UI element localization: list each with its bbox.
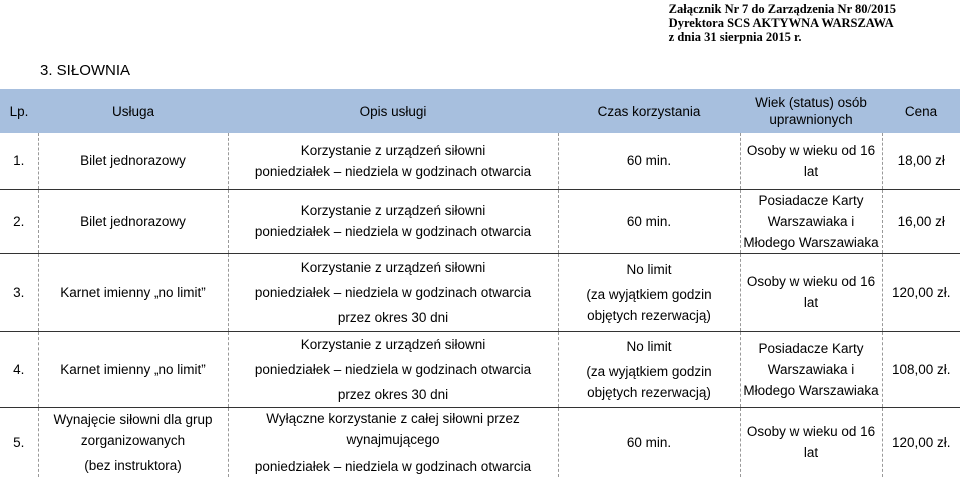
cell-wiek [740,331,882,407]
cell-usluga [38,407,228,477]
usluga-line: Wynajęcie siłowni dla grup [53,411,213,427]
opis-line: poniedziałek – niedziela w godzinach otwarcia [254,224,532,239]
wiek-line: Posiadacze Karty [758,340,864,356]
wiek-line: Osoby w wieku od 16 [746,424,876,440]
col-header-opis: Opis usługi [228,89,558,133]
opis-line: przez okres 30 dni [337,309,449,325]
header-line-3: z dnia 31 sierpnia 2015 r. [668,30,802,44]
wiek-line: Młodego Warszawiaka [743,234,879,250]
opis-line: poniedziałek – niedziela w godzinach otwarcia [254,361,532,377]
table-row [0,133,960,189]
czas-line: objętych rezerwacją) [587,384,711,400]
cell-lp: 2. [0,189,38,253]
wiek-line: Posiadacze Karty [758,192,864,208]
cell-czas [558,253,740,331]
wiek-line: Warszawiaka i [767,213,855,229]
opis-line: Korzystanie z urządzeń siłowni [300,336,486,352]
cell-usluga: Karnet imienny „no limit” [38,331,228,407]
col-header-wiek-line-2: uprawnionych [769,112,853,127]
opis-line: Wyłączne korzystanie z całej siłowni przez [266,410,520,426]
header-line-2: Dyrektora SCS AKTYWNA WARSZAWA [668,16,894,30]
cell-cena: 120,00 zł. [882,407,960,477]
cell-opis [228,253,558,331]
opis-line: wynajmującego [346,431,440,447]
wiek-line: Osoby w wieku od 16 [746,274,876,289]
opis-line: poniedziałek – niedziela w godzinach otwarcia [254,458,532,474]
cell-cena: 18,00 zł [882,133,960,189]
opis-line: poniedziałek – niedziela w godzinach otwarcia [254,163,532,179]
wiek-line: lat [803,295,819,310]
col-header-lp: Lp. [0,89,38,133]
cell-cena: 16,00 zł [882,189,960,253]
usluga-line: (bez instruktora) [84,457,182,473]
czas-line: No limit [626,261,672,277]
cell-lp: 3. [0,253,38,331]
table-header-row [0,89,960,133]
usluga-line: zorganizowanych [80,432,186,448]
col-header-czas: Czas korzystania [558,89,740,133]
cell-czas: 60 min. [558,189,740,253]
cell-opis [228,407,558,477]
cell-czas: 60 min. [558,407,740,477]
opis-line: poniedziałek – niedziela w godzinach otwarcia [254,284,532,300]
czas-line: (za wyjątkiem godzin [586,363,712,379]
table-row [0,331,960,407]
opis-line: przez okres 30 dni [337,386,449,402]
cell-czas [558,331,740,407]
cell-lp: 4. [0,331,38,407]
czas-line: (za wyjątkiem godzin [586,286,712,302]
col-header-wiek-line-1: Wiek (status) osób [755,95,867,110]
cell-usluga: Karnet imienny „no limit” [38,253,228,331]
wiek-line: lat [803,445,819,461]
section-title: 3. SIŁOWNIA [40,62,131,79]
col-header-cena: Cena [882,89,960,133]
wiek-line: Osoby w wieku od 16 [746,142,876,158]
cell-usluga: Bilet jednorazowy [38,189,228,253]
opis-line: Korzystanie z urządzeń siłowni [300,142,486,158]
opis-line: Korzystanie z urządzeń siłowni [300,259,486,275]
cell-wiek [740,133,882,189]
cell-opis [228,331,558,407]
wiek-line: Młodego Warszawiaka [743,382,879,398]
czas-line: No limit [626,338,672,354]
cell-cena: 120,00 zł. [882,253,960,331]
cell-cena: 108,00 zł. [882,331,960,407]
cell-opis [228,133,558,189]
cell-wiek [740,253,882,331]
col-header-usluga: Usługa [38,89,228,133]
cell-usluga: Bilet jednorazowy [38,133,228,189]
table-row [0,189,960,253]
cell-lp: 5. [0,407,38,477]
col-header-wiek [740,89,882,133]
cell-lp: 1. [13,153,25,169]
cell-wiek [740,189,882,253]
cell-czas: 60 min. [626,153,672,169]
price-table [0,89,960,477]
header-line-1: Załącznik Nr 7 do Zarządzenia Nr 80/2015 [668,2,896,16]
document-header [669,2,896,44]
table-row [0,407,960,477]
wiek-line: lat [803,163,819,179]
czas-line: objętych rezerwacją) [587,307,711,323]
cell-opis [228,189,558,253]
table-row [0,253,960,331]
wiek-line: Warszawiaka i [767,361,855,377]
cell-wiek [740,407,882,477]
opis-line: Korzystanie z urządzeń siłowni [300,203,486,218]
